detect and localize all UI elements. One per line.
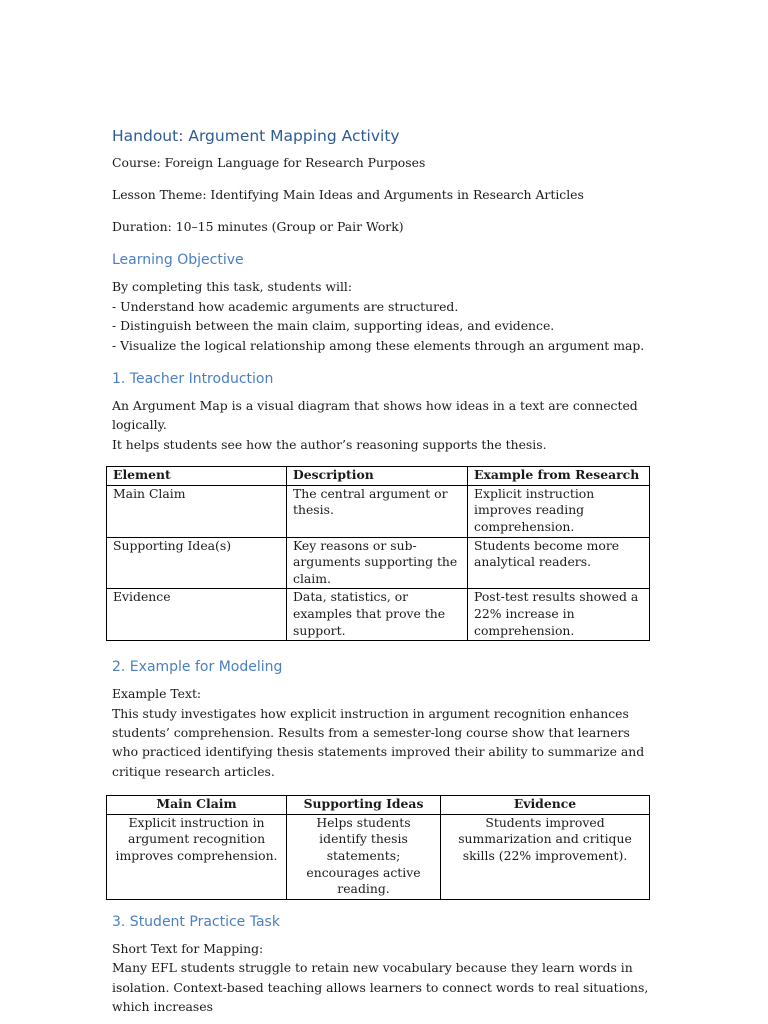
teacher-introduction-heading: 1. Teacher Introduction bbox=[112, 371, 274, 388]
table-row bbox=[107, 589, 650, 641]
table-header-cell: Element bbox=[107, 467, 287, 486]
table-header-cell: Supporting Ideas bbox=[287, 796, 441, 815]
objective-line: By completing this task, students will: bbox=[112, 279, 353, 295]
table-row bbox=[107, 814, 650, 899]
objective-line: - Visualize the logical relationship among these elements through an argument map. bbox=[112, 337, 645, 353]
table-cell: Explicit instruction in argument recognition improves comprehension. bbox=[107, 814, 287, 899]
table-cell: Students become more analytical readers. bbox=[468, 537, 650, 589]
table-cell: The central argument or thesis. bbox=[287, 485, 468, 537]
table-cell: Data, statistics, or examples that prove the support. bbox=[287, 589, 468, 641]
argument-map-table bbox=[106, 795, 650, 900]
example-text: This study investigates how explicit instruction in argument recognition enhances students’ comprehension. Results from a semester-long course show that learners who practiced identifying thesis statements improved their ability to summarize and critique research articles. bbox=[112, 705, 645, 779]
lesson-theme-line: Lesson Theme: Identifying Main Ideas and Arguments in Research Articles bbox=[112, 187, 584, 202]
duration-line: Duration: 10–15 minutes (Group or Pair Work) bbox=[112, 219, 404, 234]
objective-line: - Distinguish between the main claim, supporting ideas, and evidence. bbox=[112, 318, 555, 334]
practice-text-label: Short Text for Mapping: bbox=[112, 940, 264, 956]
table-header-row bbox=[107, 467, 650, 486]
table-cell: Main Claim bbox=[107, 485, 287, 537]
example-modeling-heading: 2. Example for Modeling bbox=[112, 659, 283, 676]
table-row bbox=[107, 485, 650, 537]
table-cell: Students improved summarization and critique skills (22% improvement). bbox=[441, 814, 650, 899]
table-header-cell: Evidence bbox=[441, 796, 650, 815]
table-cell: Key reasons or sub-arguments supporting the claim. bbox=[287, 537, 468, 589]
intro-line: It helps students see how the author’s reasoning supports the thesis. bbox=[112, 436, 547, 452]
elements-table bbox=[106, 466, 650, 641]
table-cell: Supporting Idea(s) bbox=[107, 537, 287, 589]
learning-objective-heading: Learning Objective bbox=[112, 252, 244, 269]
table-cell: Evidence bbox=[107, 589, 287, 641]
objective-line: - Understand how academic arguments are structured. bbox=[112, 298, 459, 314]
table-header-row bbox=[107, 796, 650, 815]
practice-text: Many EFL students struggle to retain new vocabulary because they learn words in isolation. Context-based teaching allows learners to connect words to real situations, which increases bbox=[112, 960, 649, 1014]
handout-content bbox=[112, 126, 658, 1016]
intro-line: An Argument Map is a visual diagram that shows how ideas in a text are connected logically. bbox=[112, 398, 638, 433]
table-header-cell: Description bbox=[287, 467, 468, 486]
student-practice-heading: 3. Student Practice Task bbox=[112, 913, 280, 930]
table-row bbox=[107, 537, 650, 589]
course-line: Course: Foreign Language for Research Purposes bbox=[112, 155, 426, 170]
table-cell: Helps students identify thesis statements; encourages active reading. bbox=[287, 814, 441, 899]
example-text-label: Example Text: bbox=[112, 686, 202, 702]
table-cell: Post-test results showed a 22% increase in comprehension. bbox=[468, 589, 650, 641]
table-cell: Explicit instruction improves reading comprehension. bbox=[468, 485, 650, 537]
table-header-cell: Example from Research bbox=[468, 467, 650, 486]
handout-title: Handout: Argument Mapping Activity bbox=[112, 127, 400, 145]
table-header-cell: Main Claim bbox=[107, 796, 287, 815]
